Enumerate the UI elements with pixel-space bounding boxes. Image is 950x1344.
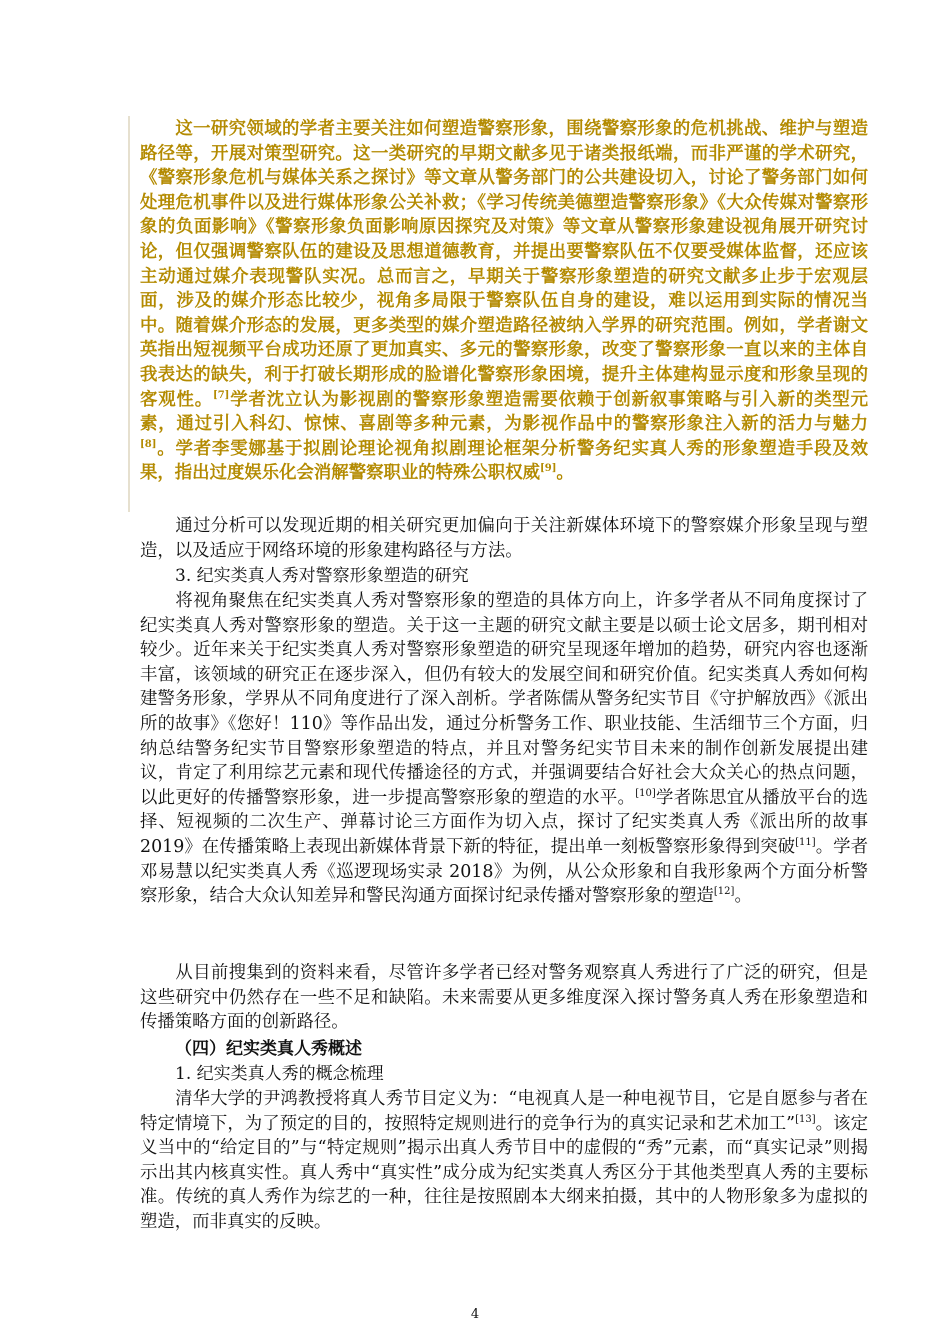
text-run: 学者沈立认为影视剧的警察形象塑造需要依赖于创新叙事策略与引入新的类型元素，通过引入科幻、惊悚、喜剧等多种元素，为影视作品中的警察形象注入新的活力与魅力 [140, 389, 868, 435]
body-paragraph [140, 514, 868, 563]
citation-ref: [7] [212, 389, 230, 401]
body-paragraph [140, 961, 868, 1035]
text-run: 清华大学的尹鸿教授将真人秀节目定义为：“电视真人是一种电视节目，它是自愿参与者在特定情境下，为了预定的目的，按照特定规则进行的竞争行为的真实记录和艺术加工” [140, 1089, 868, 1134]
highlight-margin-bar [128, 116, 130, 512]
citation-ref: [9] [540, 463, 557, 475]
body-paragraph [140, 589, 868, 909]
text-run: 。该定义当中的“给定目的”与“特定规则”揭示出真人秀节目中的虚假的“秀”元素，而“真实记录”则揭示出其内核真实性。真人秀中“真实性”成分成为纪实类真人秀区分于其他类型真人秀的主要标准。传统的真人秀作为综艺的一种，往往是按照剧本大纲来拍摄，其中的人物形象多为虚拟的塑造，而非真实的反映。 [140, 1113, 868, 1232]
text-run: 。学者李雯娜基于拟剧论理论视角拟剧理论框架分析警务纪实真人秀的形象塑造手段及效果，指出过度娱乐化会消解警察职业的特殊公职权威 [140, 438, 868, 484]
subsection-heading: 1. 纪实类真人秀的概念梳理 [175, 1064, 384, 1084]
text-run: 将视角聚焦在纪实类真人秀对警察形象的塑造的具体方向上，许多学者从不同角度探讨了纪实类真人秀对警察形象的塑造。关于这一主题的研究文献主要是以硕士论文居多，期刊相对较少。近年来关于纪实类真人秀对警察形象塑造的研究呈现逐年增加的趋势，研究内容也逐渐丰富，该领域的研究正在逐步深入，但仍有较大的发展空间和研究价值。纪实类真人秀如何构建警务形象，学界从不同角度进行了深入剖析。学者陈儒从警务纪实节目《守护解放西》《派出所的故事》《您好！110》等作品出发，通过分析警务工作、职业技能、生活细节三个方面，归纳总结警务纪实节目警察形象塑造的特点，并且对警务纪实节目未来的制作创新发展提出建议，肯定了利用综艺元素和现代传播途径的方式，并强调要结合好社会大众关心的热点问题，以此更好的传播警察形象，进一步提高警察形象的塑造的水平。 [140, 591, 868, 808]
text-run: 从目前搜集到的资料来看，尽管许多学者已经对警务观察真人秀进行了广泛的研究，但是这些研究中仍然存在一些不足和缺陷。未来需要从更多维度深入探讨警务真人秀在形象塑造和传播策略方面的创新路径。 [140, 963, 868, 1033]
citation-ref: [13] [795, 1113, 816, 1125]
citation-ref: [11] [795, 837, 816, 849]
text-run: 。 [556, 463, 574, 484]
subsection-heading: 3. 纪实类真人秀对警察形象塑造的研究 [175, 566, 469, 586]
highlighted-paragraph [140, 117, 868, 486]
citation-ref: [12] [713, 886, 735, 898]
body-paragraph [140, 1087, 868, 1235]
text-run: 学者陈思宜从播放平台的选择、短视频的二次生产、弹幕讨论三方面作为切入点，探讨了纪实类真人秀《派出所的故事2019》在传播策略上表现出新媒体背景下新的特征，提出单一刻板警察形象得到突破 [140, 787, 868, 857]
section-heading: （四）纪实类真人秀概述 [175, 1039, 362, 1059]
page-number: 4 [470, 1307, 480, 1322]
text-run: 这一研究领域的学者主要关注如何塑造警察形象，围绕警察形象的危机挑战、维护与塑造路径等，开展对策型研究。这一类研究的早期文献多见于诸类报纸端，而非严谨的学术研究，《警察形象危机与媒体关系之探讨》等文章从警务部门的公共建设切入，讨论了警务部门如何处理危机事件以及进行媒体形象公关补救；《学习传统美德塑造警察形象》《大众传媒对警察形象的负面影响》《警察形象负面影响原因探究及对策》等文章从警察形象建设视角展开研究讨论，但仅强调警察队伍的建设及思想道德教育，并提出要警察队伍不仅要受媒体监督，还应该主动通过媒介表现警队实况。总而言之，早期关于警察形象塑造的研究文献多止步于宏观层面，涉及的媒介形态比较少，视角多局限于警察队伍自身的建设，难以运用到实际的情况当中。随着媒介形态的发展，更多类型的媒介塑造路径被纳入学界的研究范围。例如，学者谢文英指出短视频平台成功还原了更加真实、多元的警察形象，改变了警察形象一直以来的主体自我表达的缺失，利于打破长期形成的脸谱化警察形象困境，提升主体建构显示度和形象呈现的客观性。 [140, 119, 868, 410]
text-run: 通过分析可以发现近期的相关研究更加偏向于关注新媒体环境下的警察媒介形象呈现与塑造，以及适应于网络环境的形象建构路径与方法。 [140, 516, 868, 561]
citation-ref: [10] [635, 787, 656, 799]
text-run: 。学者邓易慧以纪实类真人秀《巡逻现场实录 2018》为例，从公众形象和自我形象两个方面分析警察形象，结合大众认知差异和警民沟通方面探讨纪录传播对警察形象的塑造 [140, 836, 868, 907]
citation-ref: [8] [140, 438, 157, 450]
text-run: 。 [734, 886, 752, 907]
